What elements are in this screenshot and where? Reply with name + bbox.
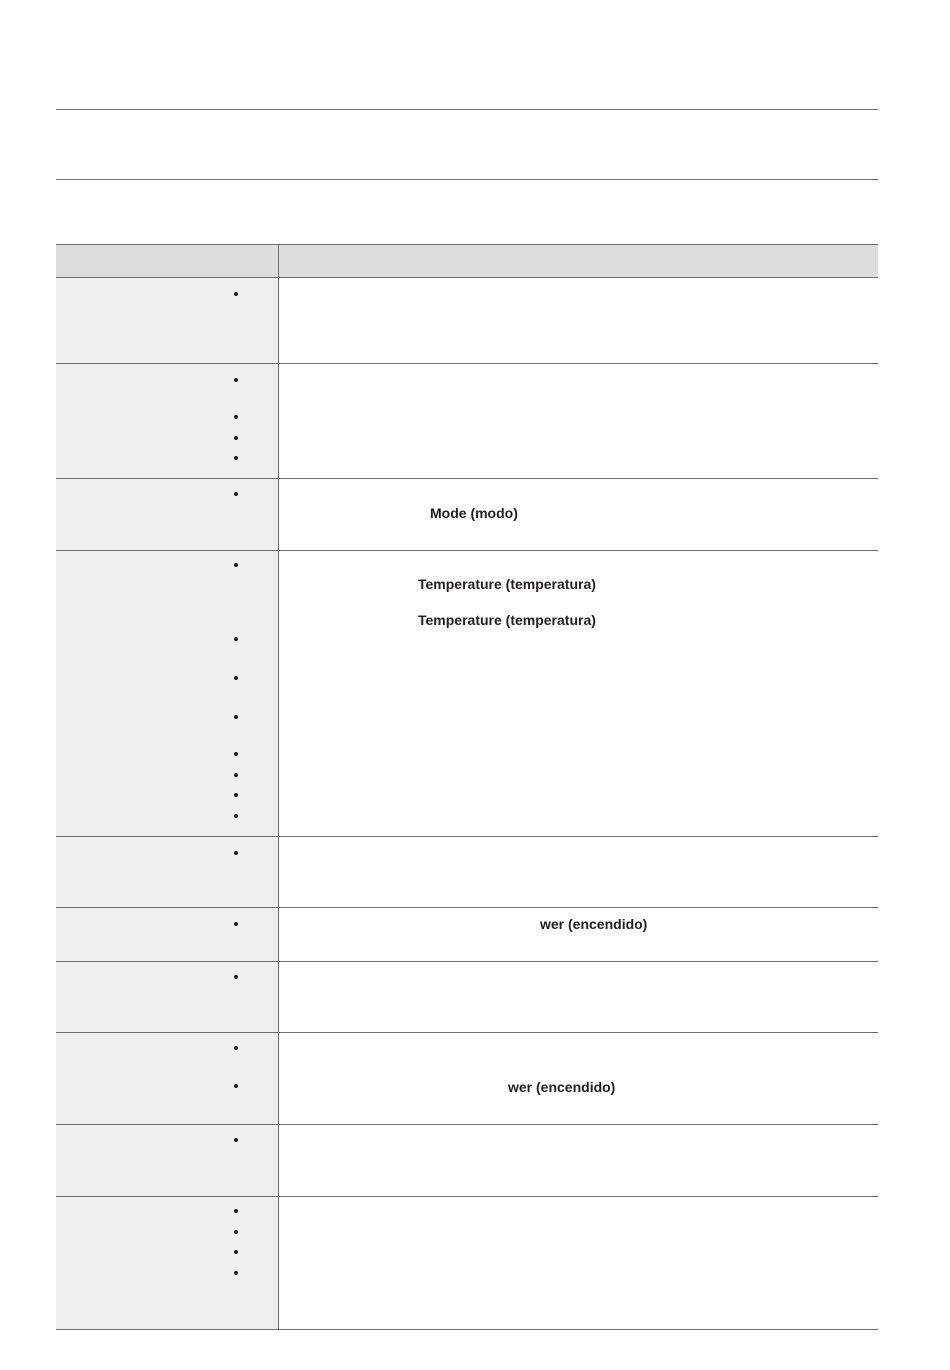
bullet-dot: [234, 1271, 238, 1275]
problem-cell: [56, 908, 279, 961]
bullet-dot: [234, 436, 238, 440]
solution-cell: [279, 1197, 878, 1329]
problem-cell: [56, 364, 279, 478]
bullet-dot: [234, 773, 238, 777]
table-row: [56, 962, 878, 1033]
problem-cell: [56, 551, 279, 836]
problem-cell: [56, 962, 279, 1032]
problem-cell: [56, 1197, 279, 1329]
temperature-label: Temperature (temperatura): [418, 576, 596, 592]
bullet-dot: [234, 922, 238, 926]
bullet-dot: [234, 1046, 238, 1050]
table-row: [56, 1197, 878, 1330]
solution-cell: [279, 1125, 878, 1196]
bullet-dot: [234, 637, 238, 641]
temperature-label: Temperature (temperatura): [418, 612, 596, 628]
bullet-dot: [234, 1230, 238, 1234]
problem-cell: [56, 1033, 279, 1124]
bullet-dot: [234, 492, 238, 496]
table-row: [56, 837, 878, 908]
bullet-dot: [234, 814, 238, 818]
solution-cell: [279, 278, 878, 363]
problem-cell: [56, 479, 279, 550]
table-row: [56, 1125, 878, 1197]
bullet-dot: [234, 975, 238, 979]
solution-cell: [279, 364, 878, 478]
bullet-dot: [234, 1138, 238, 1142]
bullet-dot: [234, 676, 238, 680]
solution-cell: [279, 479, 878, 550]
header-rule: [56, 179, 878, 180]
bullet-dot: [234, 1209, 238, 1213]
bullet-dot: [234, 292, 238, 296]
bullet-dot: [234, 851, 238, 855]
mode-label: Mode (modo): [430, 505, 518, 521]
bullet-dot: [234, 415, 238, 419]
bullet-dot: [234, 456, 238, 460]
bullet-dot: [234, 752, 238, 756]
solution-cell: [279, 551, 878, 836]
problem-cell: [56, 278, 279, 363]
bullet-dot: [234, 793, 238, 797]
table-row: [56, 278, 878, 364]
table-header-row: [56, 244, 878, 278]
solution-cell: [279, 962, 878, 1032]
top-rule: [56, 109, 878, 110]
bullet-dot: [234, 1084, 238, 1088]
bullet-dot: [234, 715, 238, 719]
table-row: [56, 364, 878, 479]
solution-cell: [279, 837, 878, 907]
table-row: [56, 1033, 878, 1125]
table-row: [56, 908, 878, 962]
bullet-dot: [234, 1250, 238, 1254]
table-row: [56, 551, 878, 837]
power-label: wer (encendido): [540, 916, 648, 932]
problem-cell: [56, 1125, 279, 1196]
bullet-dot: [234, 563, 238, 567]
problem-cell: [56, 837, 279, 907]
bullet-dot: [234, 378, 238, 382]
header-cell-solution: [279, 245, 878, 277]
header-cell-problem: [56, 245, 279, 277]
power-label: wer (encendido): [508, 1079, 616, 1095]
